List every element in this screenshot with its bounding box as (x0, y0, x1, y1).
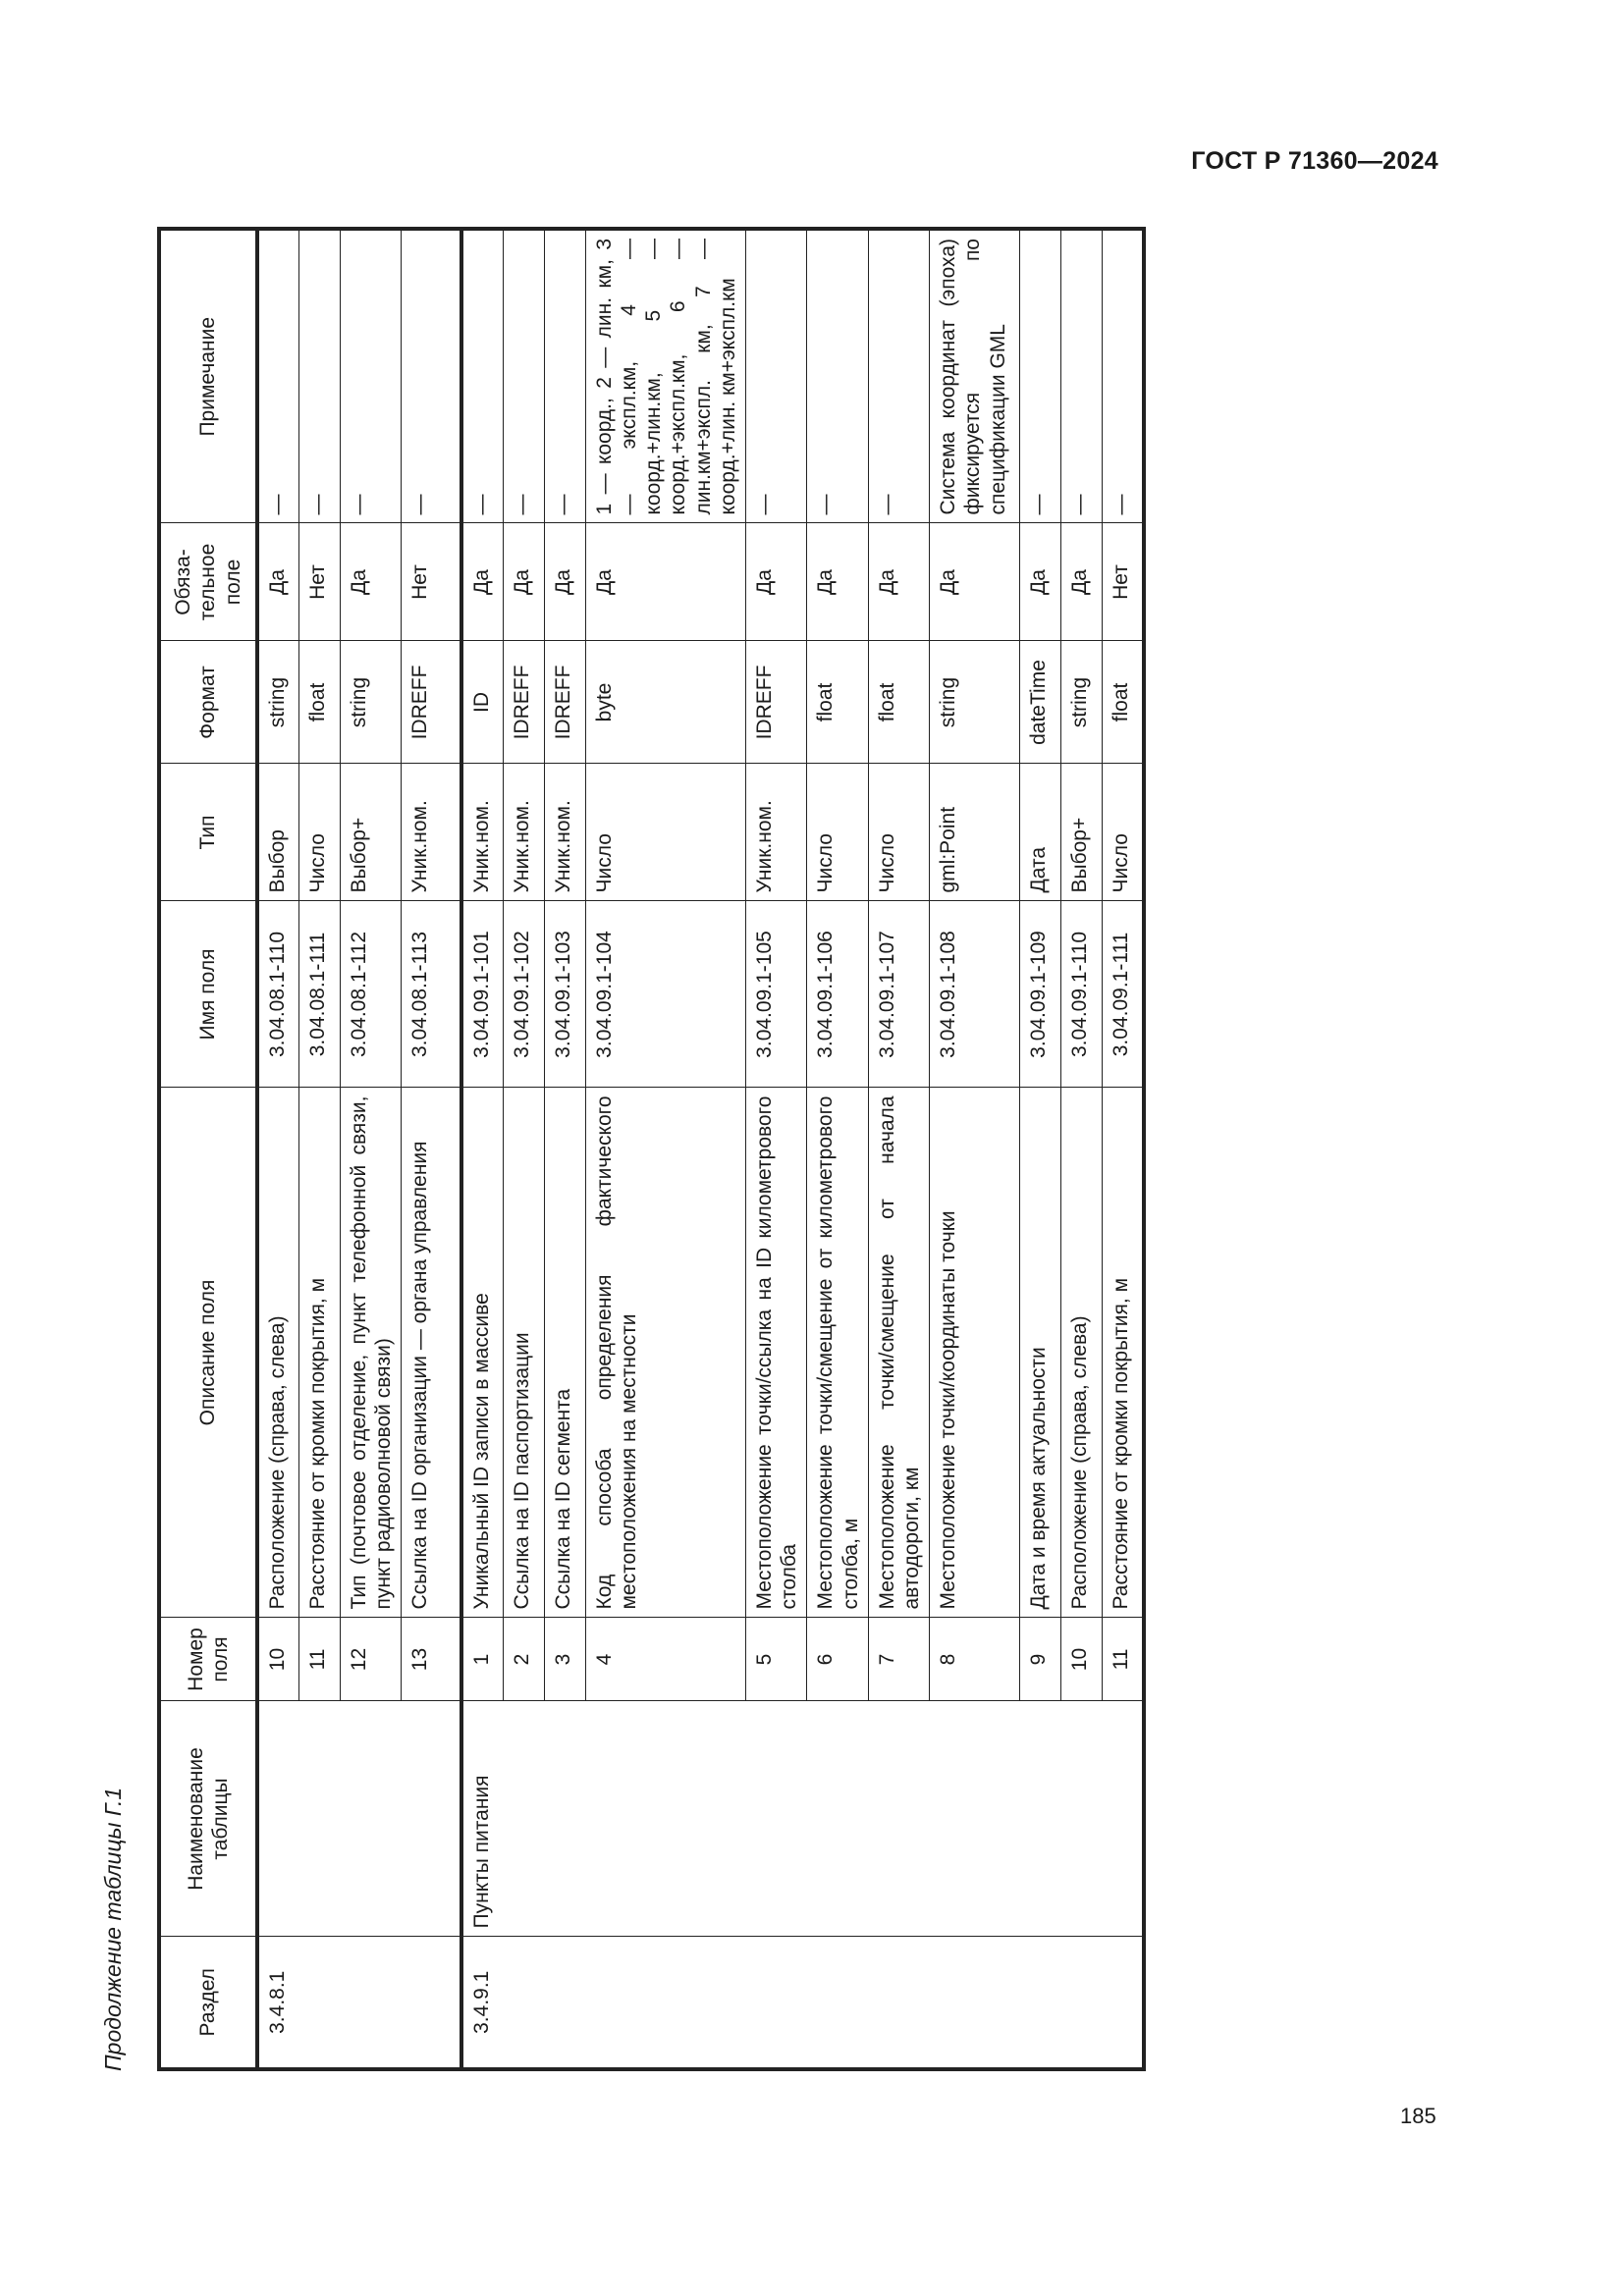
row-table-name (298, 1701, 340, 1937)
row-type: Уник.ном. (544, 764, 585, 901)
col-header-description: Описание поля (159, 1088, 257, 1618)
row-section (746, 1937, 807, 2069)
row-note: — (461, 229, 503, 523)
row-section (1061, 1937, 1103, 2069)
row-field-number: 2 (503, 1618, 544, 1701)
row-format: string (930, 641, 1020, 764)
row-note: — (746, 229, 807, 523)
table-row (930, 229, 1020, 2069)
row-type: Число (298, 764, 340, 901)
row-description: Уникальный ID записи в массиве (461, 1088, 503, 1618)
row-description: Ссылка на ID паспортизации (503, 1088, 544, 1618)
row-field-name: 3.04.09.1-103 (544, 901, 585, 1088)
row-type: Число (1103, 764, 1144, 901)
row-required: Да (461, 523, 503, 641)
row-field-name: 3.04.09.1-105 (746, 901, 807, 1088)
row-required: Нет (401, 523, 461, 641)
row-required: Да (340, 523, 401, 641)
col-header-table-name: Наименование таблицы (159, 1701, 257, 1937)
row-description: Местоположение точки/смещение от километрового столба, м (807, 1088, 868, 1618)
table-row (298, 229, 340, 2069)
col-header-section: Раздел (159, 1937, 257, 2069)
row-description: Расположение (справа, слева) (257, 1088, 298, 1618)
row-section (585, 1937, 745, 2069)
table-row (807, 229, 868, 2069)
row-field-name: 3.04.09.1-101 (461, 901, 503, 1088)
table-row (461, 229, 503, 2069)
table-row (1020, 229, 1061, 2069)
row-field-name: 3.04.09.1-104 (585, 901, 745, 1088)
row-description: Расстояние от кромки покрытия, м (1103, 1088, 1144, 1618)
row-format: float (1103, 641, 1144, 764)
row-note: — (1020, 229, 1061, 523)
row-section (401, 1937, 461, 2069)
row-table-name (257, 1701, 298, 1937)
row-description: Местоположение точки/ссылка на ID километрового столба (746, 1088, 807, 1618)
table-row (340, 229, 401, 2069)
col-header-format: Формат (159, 641, 257, 764)
row-note: — (1103, 229, 1144, 523)
standard-header: ГОСТ Р 71360—2024 (1191, 147, 1438, 175)
row-note: — (868, 229, 929, 523)
row-section (807, 1937, 868, 2069)
table-row (257, 229, 298, 2069)
row-table-name (503, 1701, 544, 1937)
table-row (544, 229, 585, 2069)
row-field-number: 4 (585, 1618, 745, 1701)
row-type: Уник.ном. (401, 764, 461, 901)
row-field-name: 3.04.08.1-113 (401, 901, 461, 1088)
row-field-number: 3 (544, 1618, 585, 1701)
row-format: IDREFF (503, 641, 544, 764)
col-header-note: Примечание (159, 229, 257, 523)
row-field-number: 7 (868, 1618, 929, 1701)
row-field-number: 11 (298, 1618, 340, 1701)
col-header-type: Тип (159, 764, 257, 901)
row-note: 1 — коорд., 2 — лин. км, 3 — экспл.км, 4 — коорд.+лин.км, 5 — коорд.+экспл.км, 6 — лин.км+экспл. км, 7 — коорд.+лин. км+экспл.км (585, 229, 745, 523)
row-note: — (340, 229, 401, 523)
row-format: IDREFF (746, 641, 807, 764)
row-section (1020, 1937, 1061, 2069)
row-type: Число (868, 764, 929, 901)
row-description: Ссылка на ID организации — органа управления (401, 1088, 461, 1618)
row-table-name (340, 1701, 401, 1937)
table-row (746, 229, 807, 2069)
row-type: Число (585, 764, 745, 901)
row-format: float (298, 641, 340, 764)
row-type: Уник.ном. (461, 764, 503, 901)
row-description: Дата и время актуальности (1020, 1088, 1061, 1618)
row-required: Да (257, 523, 298, 641)
row-section (1103, 1937, 1144, 2069)
row-required: Да (544, 523, 585, 641)
row-type: Выбор+ (340, 764, 401, 901)
row-table-name (1020, 1701, 1061, 1937)
row-section: 3.4.9.1 (461, 1937, 503, 2069)
row-required: Да (930, 523, 1020, 641)
continuation-label: Продолжение таблицы Г.1 (100, 1787, 126, 2071)
row-section (503, 1937, 544, 2069)
row-required: Нет (1103, 523, 1144, 641)
page-number: 185 (1400, 2104, 1436, 2128)
row-required: Да (1020, 523, 1061, 641)
row-required: Да (746, 523, 807, 641)
table-row (585, 229, 745, 2069)
row-field-number: 13 (401, 1618, 461, 1701)
table-row (1103, 229, 1144, 2069)
row-type: Выбор (257, 764, 298, 901)
row-table-name (930, 1701, 1020, 1937)
table-row (1061, 229, 1103, 2069)
row-description: Расстояние от кромки покрытия, м (298, 1088, 340, 1618)
row-field-name: 3.04.09.1-108 (930, 901, 1020, 1088)
row-note: — (544, 229, 585, 523)
row-field-name: 3.04.09.1-109 (1020, 901, 1061, 1088)
row-section (340, 1937, 401, 2069)
row-type: Выбор+ (1061, 764, 1103, 901)
row-required: Да (807, 523, 868, 641)
row-description: Местоположение точки/координаты точки (930, 1088, 1020, 1618)
row-note: — (401, 229, 461, 523)
row-format: IDREFF (401, 641, 461, 764)
row-required: Да (585, 523, 745, 641)
row-table-name: Пункты питания (461, 1701, 503, 1937)
row-field-number: 1 (461, 1618, 503, 1701)
row-field-name: 3.04.08.1-111 (298, 901, 340, 1088)
row-description: Тип (почтовое отделение, пункт телефонной связи, пункт радиоволновой связи) (340, 1088, 401, 1618)
row-table-name (807, 1701, 868, 1937)
row-note: — (298, 229, 340, 523)
row-field-name: 3.04.09.1-107 (868, 901, 929, 1088)
col-header-field-name: Имя поля (159, 901, 257, 1088)
row-table-name (544, 1701, 585, 1937)
row-note: — (257, 229, 298, 523)
row-required: Нет (298, 523, 340, 641)
row-type: Число (807, 764, 868, 901)
row-field-number: 11 (1103, 1618, 1144, 1701)
row-field-number: 10 (1061, 1618, 1103, 1701)
row-type: Уник.ном. (503, 764, 544, 901)
fields-table (157, 227, 1146, 2071)
row-format: string (1061, 641, 1103, 764)
row-section (298, 1937, 340, 2069)
row-table-name (401, 1701, 461, 1937)
row-field-number: 12 (340, 1618, 401, 1701)
row-table-name (746, 1701, 807, 1937)
row-note: — (807, 229, 868, 523)
row-field-name: 3.04.09.1-102 (503, 901, 544, 1088)
row-format: float (868, 641, 929, 764)
row-format: byte (585, 641, 745, 764)
table-row (503, 229, 544, 2069)
col-header-required: Обяза-тельное поле (159, 523, 257, 641)
row-section (868, 1937, 929, 2069)
table-row (868, 229, 929, 2069)
col-header-field-number: Номер поля (159, 1618, 257, 1701)
row-required: Да (868, 523, 929, 641)
row-type: gml:Point (930, 764, 1020, 901)
row-field-number: 10 (257, 1618, 298, 1701)
row-table-name (868, 1701, 929, 1937)
row-field-name: 3.04.09.1-111 (1103, 901, 1144, 1088)
row-format: float (807, 641, 868, 764)
row-note: Система координат (эпоха) фиксируется по спецификации GML (930, 229, 1020, 523)
row-field-number: 6 (807, 1618, 868, 1701)
row-note: — (503, 229, 544, 523)
row-format: IDREFF (544, 641, 585, 764)
row-table-name (1103, 1701, 1144, 1937)
row-description: Местоположение точки/смещение от начала автодороги, км (868, 1088, 929, 1618)
row-description: Расположение (справа, слева) (1061, 1088, 1103, 1618)
row-field-number: 8 (930, 1618, 1020, 1701)
row-note: — (1061, 229, 1103, 523)
row-required: Да (503, 523, 544, 641)
row-format: string (257, 641, 298, 764)
row-section (930, 1937, 1020, 2069)
row-table-name (585, 1701, 745, 1937)
rotated-page-content (83, 231, 1414, 2071)
row-format: string (340, 641, 401, 764)
row-field-name: 3.04.09.1-106 (807, 901, 868, 1088)
row-type: Дата (1020, 764, 1061, 901)
table-row (401, 229, 461, 2069)
row-description: Код способа определения фактического местоположения на местности (585, 1088, 745, 1618)
row-field-number: 9 (1020, 1618, 1061, 1701)
row-field-number: 5 (746, 1618, 807, 1701)
row-field-name: 3.04.08.1-110 (257, 901, 298, 1088)
row-format: ID (461, 641, 503, 764)
row-field-name: 3.04.09.1-110 (1061, 901, 1103, 1088)
row-required: Да (1061, 523, 1103, 641)
row-type: Уник.ном. (746, 764, 807, 901)
table-header-row (159, 229, 257, 2069)
row-format: dateTime (1020, 641, 1061, 764)
row-field-name: 3.04.08.1-112 (340, 901, 401, 1088)
row-description: Ссылка на ID сегмента (544, 1088, 585, 1618)
row-section: 3.4.8.1 (257, 1937, 298, 2069)
row-table-name (1061, 1701, 1103, 1937)
row-section (544, 1937, 585, 2069)
